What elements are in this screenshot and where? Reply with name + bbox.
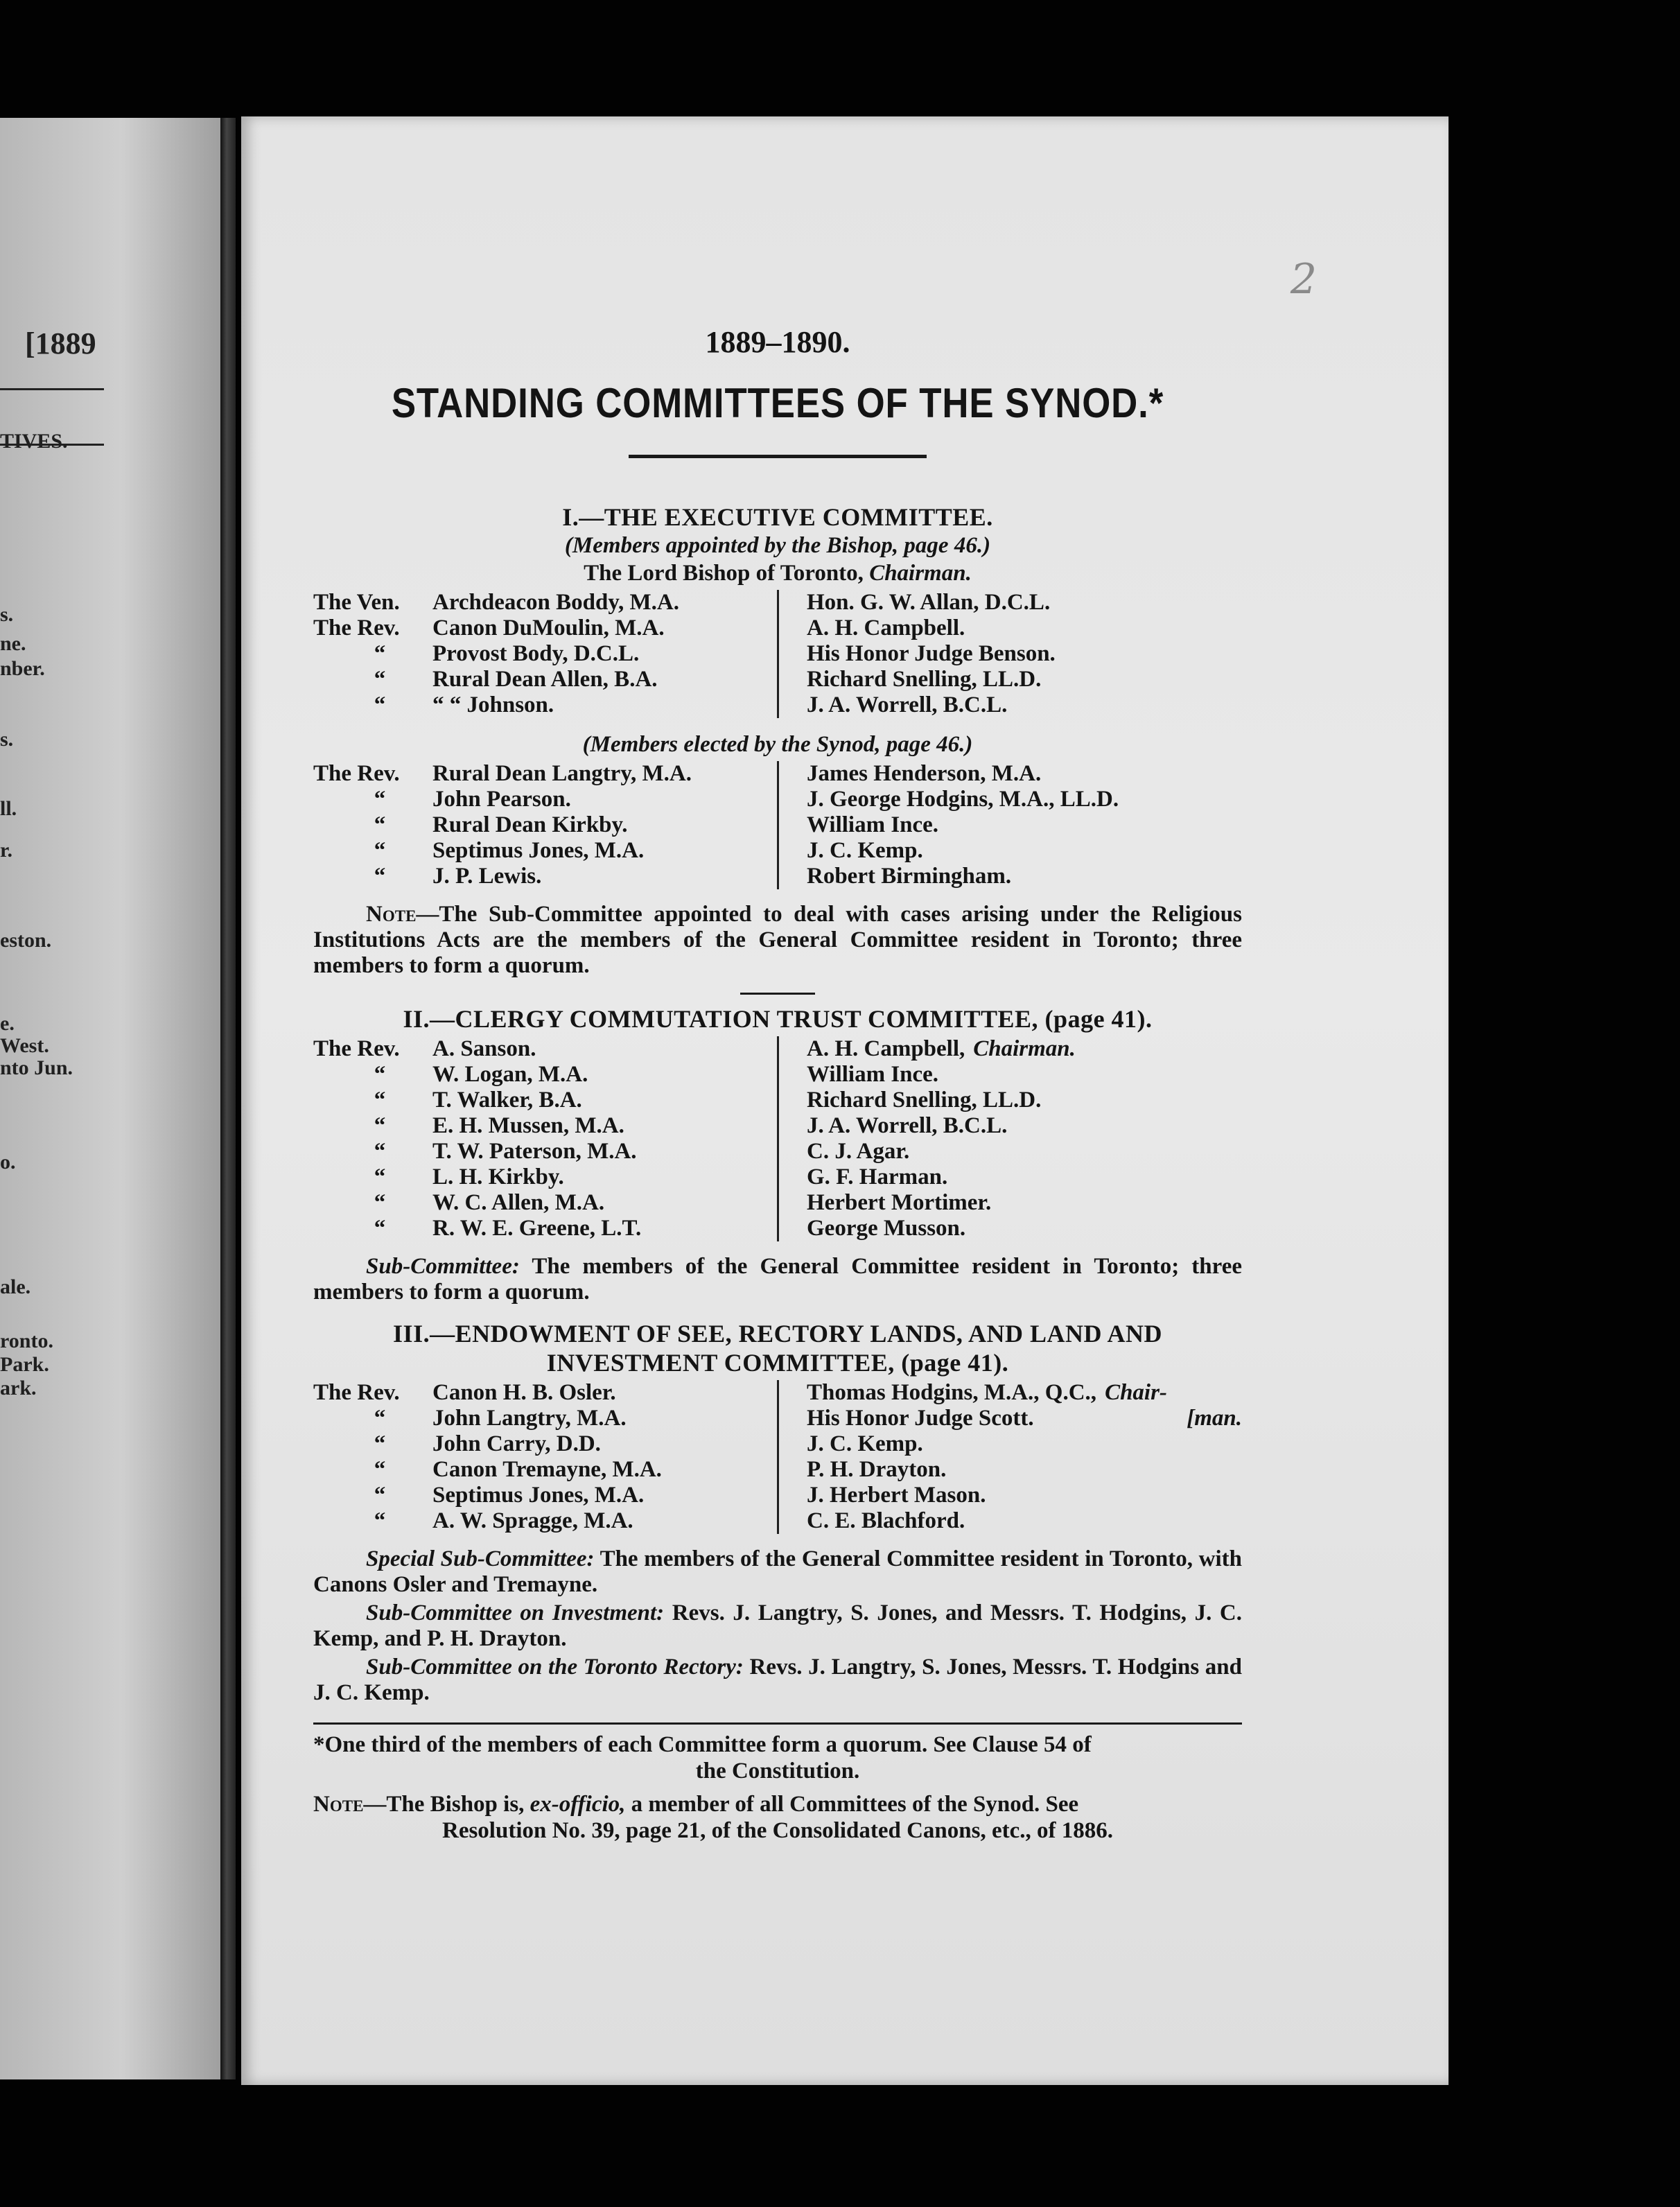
member-row xyxy=(807,1164,1242,1190)
previous-page-text: s. xyxy=(0,728,14,751)
note-text: —The Sub-Committee appointed to deal with cases arising under the Religious Institutions Acts are the members of the General Committee resident in Toronto; three members to form a quorum. xyxy=(313,902,1242,978)
member-row xyxy=(807,590,1242,616)
previous-page-text: o. xyxy=(0,1151,16,1174)
member-name: George Musson. xyxy=(807,1216,966,1241)
sub-committee-text: The members of the General Committee resident in Toronto; three members to form a quorum. xyxy=(313,1254,1242,1305)
member-prefix: The Ven. xyxy=(313,590,400,615)
member-prefix: “ xyxy=(374,838,386,863)
member-prefix: “ xyxy=(374,1216,386,1241)
member-row xyxy=(313,616,767,641)
member-column-right xyxy=(779,1380,1242,1534)
member-row xyxy=(313,1406,767,1431)
member-row xyxy=(807,838,1242,864)
document-page xyxy=(241,116,1449,2085)
footnote-line: *One third of the members of each Committee form a quorum. See Clause 54 of xyxy=(313,1732,1092,1757)
footnote-line: the Constitution. xyxy=(695,1759,860,1783)
member-row xyxy=(313,590,767,616)
chairman-line xyxy=(313,559,1242,587)
section-title: I.—THE EXECUTIVE COMMITTEE. xyxy=(562,503,993,531)
member-row xyxy=(313,1036,767,1062)
member-name: W. C. Allen, M.A. xyxy=(432,1190,605,1215)
member-name: Septimus Jones, M.A. xyxy=(432,838,645,863)
member-name: Provost Body, D.C.L. xyxy=(432,641,640,666)
final-note-text: —The Bishop is, xyxy=(363,1792,525,1817)
member-name: Septimus Jones, M.A. xyxy=(432,1483,645,1508)
previous-page-text: nber. xyxy=(0,657,45,680)
sub-committee-note xyxy=(313,1254,1242,1305)
member-column-right xyxy=(779,761,1242,889)
member-row xyxy=(313,1483,767,1508)
member-name: R. W. E. Greene, L.T. xyxy=(432,1216,642,1241)
member-row xyxy=(807,692,1242,718)
member-prefix: “ xyxy=(374,1431,386,1456)
previous-page-text: Park. xyxy=(0,1353,49,1376)
sub-committee-text: Revs. J. Langtry, S. Jones, and Messrs. T. Hodgins, J. C. Kemp, and P. H. Drayton. xyxy=(313,1600,1242,1651)
member-row xyxy=(313,1380,767,1406)
previous-page-text: ronto. xyxy=(0,1329,53,1352)
final-note xyxy=(313,1791,1242,1844)
member-name: Rural Dean Langtry, M.A. xyxy=(432,761,692,786)
member-prefix: “ xyxy=(374,1483,386,1508)
executive-committee-section xyxy=(313,503,1242,979)
member-row xyxy=(313,641,767,667)
member-columns xyxy=(313,1036,1242,1241)
member-name: Canon Tremayne, M.A. xyxy=(432,1457,662,1482)
member-row xyxy=(807,1406,1242,1431)
member-prefix: “ xyxy=(374,1190,386,1215)
member-column-left xyxy=(313,1380,779,1534)
member-row xyxy=(313,667,767,692)
chairman-role: Chairman. xyxy=(869,561,972,586)
member-name: T. W. Paterson, M.A. xyxy=(432,1139,637,1164)
endowment-committee-section xyxy=(313,1319,1242,1706)
sub-committee-label: Special Sub-Committee: xyxy=(366,1546,595,1571)
member-row xyxy=(807,1190,1242,1216)
member-column-right xyxy=(779,590,1242,718)
sub-committee-note xyxy=(313,1655,1242,1706)
member-row xyxy=(313,1088,767,1113)
previous-page-text: ll. xyxy=(0,797,17,820)
member-name: J. P. Lewis. xyxy=(432,864,542,889)
member-column-left xyxy=(313,590,779,718)
section-subtitle: (Members appointed by the Bishop, page 46.) xyxy=(564,533,991,558)
member-prefix: The Rev. xyxy=(313,761,400,786)
page-content xyxy=(313,324,1242,1844)
member-name: A. Sanson. xyxy=(432,1036,536,1061)
member-row xyxy=(313,1508,767,1534)
year-heading: 1889–1890. xyxy=(705,325,850,359)
member-row xyxy=(807,641,1242,667)
member-name: His Honor Judge Benson. xyxy=(807,641,1056,666)
member-name: C. J. Agar. xyxy=(807,1139,910,1164)
final-note-italic: ex-officio, xyxy=(530,1792,626,1817)
member-row xyxy=(313,1190,767,1216)
member-row xyxy=(313,1216,767,1241)
section-title: III.—ENDOWMENT OF SEE, RECTORY LANDS, AND LAND AND xyxy=(393,1320,1162,1347)
member-name: J. A. Worrell, B.C.L. xyxy=(807,1113,1008,1138)
previous-page-text: TIVES. xyxy=(0,430,68,453)
previous-page-text: ne. xyxy=(0,632,26,655)
member-name: J. George Hodgins, M.A., LL.D. xyxy=(807,787,1119,812)
member-name: W. Logan, M.A. xyxy=(432,1062,588,1087)
member-row xyxy=(313,1139,767,1164)
chairman-name: The Lord Bishop of Toronto, xyxy=(584,561,864,586)
member-row xyxy=(313,864,767,889)
member-column-right xyxy=(779,1036,1242,1241)
member-name: Richard Snelling, LL.D. xyxy=(807,1088,1042,1113)
member-prefix: “ xyxy=(374,787,386,812)
member-row xyxy=(807,1431,1242,1457)
previous-page-text: ale. xyxy=(0,1275,31,1298)
member-row xyxy=(313,1431,767,1457)
section-note xyxy=(313,902,1242,979)
sub-committee-text: The members of the General Committee resident in Toronto, with Canons Osler and Tremayne. xyxy=(313,1546,1242,1597)
section-title-continued: INVESTMENT COMMITTEE, (page 41). xyxy=(546,1349,1009,1377)
member-prefix: “ xyxy=(374,1113,386,1138)
section-title: II.—CLERGY COMMUTATION TRUST COMMITTEE, (page 41). xyxy=(403,1005,1153,1033)
previous-page-text: e. xyxy=(0,1012,15,1035)
member-row xyxy=(807,1036,1242,1062)
member-name: Rural Dean Allen, B.A. xyxy=(432,667,658,692)
member-name: J. C. Kemp. xyxy=(807,1431,923,1456)
member-name: A. H. Campbell. xyxy=(807,616,965,640)
previous-page-text: nto Jun. xyxy=(0,1056,73,1079)
member-row xyxy=(807,667,1242,692)
member-name: Thomas Hodgins, M.A., Q.C., xyxy=(807,1380,1097,1405)
sub-committee-note xyxy=(313,1546,1242,1598)
member-name: E. H. Mussen, M.A. xyxy=(432,1113,624,1138)
member-name: William Ince. xyxy=(807,812,939,837)
member-name: Canon H. B. Osler. xyxy=(432,1380,616,1405)
member-role: Chairman. xyxy=(973,1036,1076,1061)
member-prefix: “ xyxy=(374,1088,386,1113)
member-name: P. H. Drayton. xyxy=(807,1457,947,1482)
final-note-line xyxy=(313,1791,1242,1817)
section-subtitle: (Members elected by the Synod, page 46.) xyxy=(582,732,973,757)
member-row xyxy=(807,761,1242,787)
member-column-left xyxy=(313,761,779,889)
member-row xyxy=(807,812,1242,838)
previous-page-text: ark. xyxy=(0,1377,37,1399)
member-row xyxy=(807,864,1242,889)
member-name: A. H. Campbell, xyxy=(807,1036,965,1061)
member-prefix: “ xyxy=(374,641,386,666)
previous-page-text: eston. xyxy=(0,929,52,952)
sub-committee-note xyxy=(313,1600,1242,1652)
sub-committee-text: Revs. J. Langtry, S. Jones, Messrs. T. Hodgins and J. C. Kemp. xyxy=(313,1655,1243,1705)
member-name: J. A. Worrell, B.C.L. xyxy=(807,692,1008,717)
member-name: J. C. Kemp. xyxy=(807,838,923,863)
member-name: John Pearson. xyxy=(432,787,571,812)
member-name: Hon. G. W. Allan, D.C.L. xyxy=(807,590,1051,615)
member-role: Chair- xyxy=(1105,1380,1167,1405)
sub-committee-label: Sub-Committee on the Toronto Rectory: xyxy=(366,1655,744,1680)
member-name: His Honor Judge Scott. xyxy=(807,1406,1034,1431)
title-rule xyxy=(629,455,927,458)
previous-page-rule xyxy=(0,388,104,390)
clergy-committee-section xyxy=(313,1004,1242,1305)
footnote xyxy=(313,1731,1242,1784)
member-row xyxy=(313,838,767,864)
member-prefix: “ xyxy=(374,1457,386,1482)
member-row xyxy=(807,1508,1242,1534)
sub-committee-label: Sub-Committee: xyxy=(366,1254,520,1279)
member-name: “ “ Johnson. xyxy=(432,692,554,717)
member-column-left xyxy=(313,1036,779,1241)
member-row xyxy=(807,1216,1242,1241)
member-prefix: “ xyxy=(374,812,386,837)
previous-page-fragment xyxy=(0,118,220,2079)
note-label: Note xyxy=(366,902,417,927)
previous-page-text: r. xyxy=(0,839,13,862)
sub-committee-label: Sub-Committee on Investment: xyxy=(366,1600,665,1625)
member-name: James Henderson, M.A. xyxy=(807,761,1042,786)
member-row xyxy=(313,1164,767,1190)
member-row xyxy=(313,692,767,718)
member-name: Herbert Mortimer. xyxy=(807,1190,992,1215)
member-prefix: “ xyxy=(374,864,386,889)
member-prefix: The Rev. xyxy=(313,616,400,640)
member-name: G. F. Harman. xyxy=(807,1164,948,1189)
member-name: Rural Dean Kirkby. xyxy=(432,812,628,837)
member-prefix: The Rev. xyxy=(313,1380,400,1405)
member-prefix: “ xyxy=(374,1406,386,1431)
member-row xyxy=(807,1139,1242,1164)
previous-page-text: s. xyxy=(0,603,14,626)
member-name: C. E. Blachford. xyxy=(807,1508,965,1533)
section-divider xyxy=(740,993,815,995)
member-prefix: “ xyxy=(374,1062,386,1087)
member-prefix: “ xyxy=(374,667,386,692)
member-prefix: “ xyxy=(374,1139,386,1164)
member-row xyxy=(313,761,767,787)
previous-page-text: West. xyxy=(0,1034,49,1057)
member-columns xyxy=(313,1380,1242,1534)
final-note-label: Note xyxy=(313,1792,364,1817)
member-row xyxy=(807,1088,1242,1113)
member-name: A. W. Spragge, M.A. xyxy=(432,1508,633,1533)
member-name: John Langtry, M.A. xyxy=(432,1406,627,1431)
member-row xyxy=(807,1380,1242,1406)
final-note-line: Resolution No. 39, page 21, of the Consolidated Canons, etc., of 1886. xyxy=(441,1818,1114,1843)
member-columns xyxy=(313,590,1242,718)
member-row xyxy=(313,1113,767,1139)
page-binding xyxy=(220,118,236,2079)
member-columns xyxy=(313,761,1242,889)
member-row xyxy=(313,812,767,838)
previous-page-year: [1889 xyxy=(25,326,96,360)
member-name: Richard Snelling, LL.D. xyxy=(807,667,1042,692)
member-row xyxy=(313,787,767,812)
member-name: Archdeacon Boddy, M.A. xyxy=(432,590,680,615)
member-role: [man. xyxy=(1187,1406,1242,1431)
member-name: T. Walker, B.A. xyxy=(432,1088,582,1113)
member-row xyxy=(807,1457,1242,1483)
member-prefix: “ xyxy=(374,692,386,717)
member-name: William Ince. xyxy=(807,1062,939,1087)
member-row xyxy=(807,1062,1242,1088)
member-row xyxy=(313,1457,767,1483)
page-title: STANDING COMMITTEES OF THE SYNOD.* xyxy=(391,380,1164,426)
member-name: Canon DuMoulin, M.A. xyxy=(432,616,665,640)
member-prefix: The Rev. xyxy=(313,1036,400,1061)
member-row xyxy=(807,616,1242,641)
member-prefix: “ xyxy=(374,1508,386,1533)
member-name: John Carry, D.D. xyxy=(432,1431,601,1456)
footnote-rule xyxy=(313,1722,1242,1725)
member-row xyxy=(313,1062,767,1088)
member-name: L. H. Kirkby. xyxy=(432,1164,564,1189)
member-name: Robert Birmingham. xyxy=(807,864,1012,889)
final-note-text: a member of all Committees of the Synod. See xyxy=(631,1792,1079,1817)
member-row xyxy=(807,787,1242,812)
member-name: J. Herbert Mason. xyxy=(807,1483,986,1508)
handwritten-margin-mark: 2 xyxy=(1290,255,1317,304)
member-row xyxy=(807,1483,1242,1508)
member-prefix: “ xyxy=(374,1164,386,1189)
member-row xyxy=(807,1113,1242,1139)
